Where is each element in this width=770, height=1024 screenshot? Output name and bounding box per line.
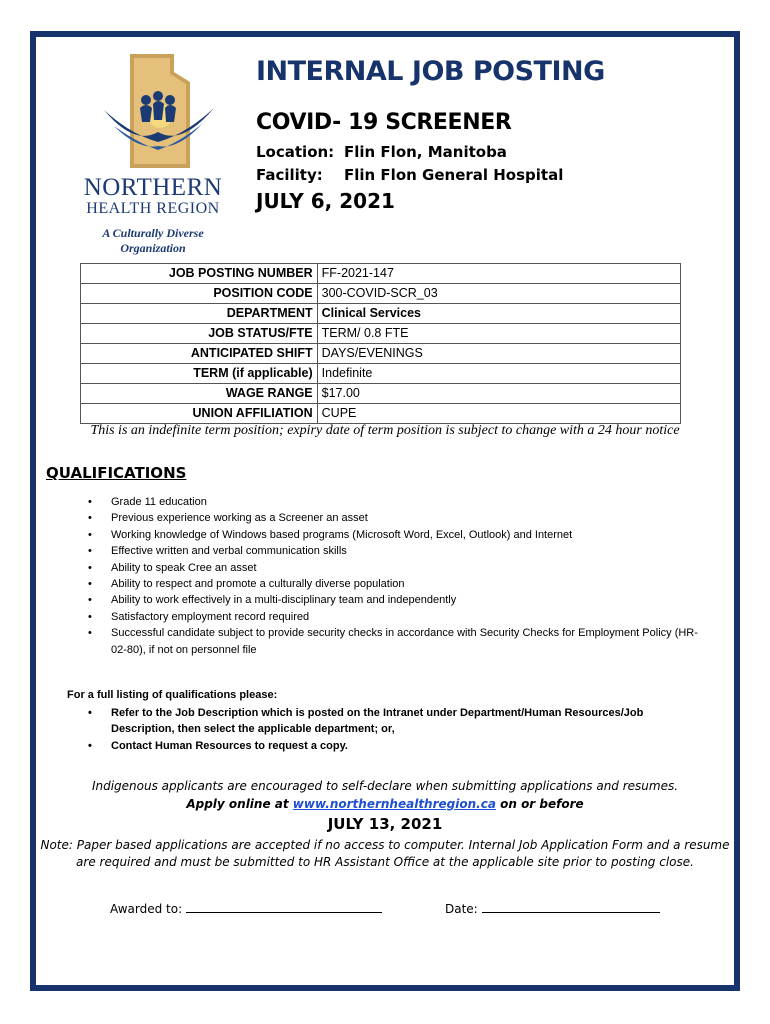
table-key: DEPARTMENT (81, 304, 318, 324)
location-value: Flin Flon, Manitoba (344, 143, 507, 161)
list-item: • Grade 11 education (88, 494, 708, 510)
table-value: TERM/ 0.8 FTE (317, 324, 680, 344)
logo-tagline: A Culturally Diverse Organization (102, 226, 204, 255)
closing-date: JULY 13, 2021 (327, 815, 443, 833)
table-key: WAGE RANGE (81, 384, 318, 404)
list-item: • Ability to speak Cree an asset (88, 560, 708, 576)
date-signature-line (482, 901, 660, 913)
date-field (445, 901, 660, 916)
table-row (81, 304, 681, 324)
table-row (81, 284, 681, 304)
table-value: FF-2021-147 (317, 264, 680, 284)
qualifications-list (88, 494, 708, 658)
manitoba-people-emblem-icon (74, 50, 232, 172)
list-item: • Effective written and verbal communication skills (88, 543, 708, 559)
list-item: • Ability to respect and promote a culturally diverse population (88, 576, 708, 592)
table-value: Indefinite (317, 364, 680, 384)
list-item: • Previous experience working as a Screener an asset (88, 510, 708, 526)
posting-date: JULY 6, 2021 (256, 189, 395, 213)
posting-info-table (80, 263, 681, 424)
logo-health-region-text: HEALTH REGION (86, 200, 220, 217)
full-listing-list (88, 705, 668, 754)
awarded-signature-line (186, 901, 382, 913)
qualifications-heading: QUALIFICATIONS (46, 464, 187, 482)
location-row (256, 143, 507, 161)
awarded-to-field (110, 901, 382, 916)
table-row (81, 344, 681, 364)
list-item: • Refer to the Job Description which is posted on the Intranet under Department/Human Resources/Job Description, then select the applicable department; or, (88, 705, 668, 738)
logo-northern-text: NORTHERN (83, 174, 223, 201)
list-item: • Working knowledge of Windows based programs (Microsoft Word, Excel, Outlook) and Internet (88, 527, 708, 543)
awarded-label: Awarded to: (110, 902, 183, 916)
list-item: • Satisfactory employment record required (88, 609, 708, 625)
facility-label: Facility: (256, 166, 323, 184)
table-value: 300-COVID-SCR_03 (317, 284, 680, 304)
table-value: DAYS/EVENINGS (317, 344, 680, 364)
table-key: JOB STATUS/FTE (81, 324, 318, 344)
apply-suffix: on or before (495, 797, 584, 811)
website-link[interactable]: www.northernhealthregion.ca (292, 797, 496, 811)
table-value: CUPE (317, 404, 680, 424)
location-label: Location: (256, 143, 335, 161)
facility-row (256, 166, 563, 184)
indigenous-note: Indigenous applicants are encouraged to self-declare when submitting applications and resumes. (91, 779, 679, 793)
term-note: This is an indefinite term position; expiry date of term position is subject to change with a 24 hour notice (90, 423, 680, 438)
list-item: • Contact Human Resources to request a copy. (88, 738, 668, 754)
position-title: COVID- 19 SCREENER (256, 110, 512, 135)
table-key: UNION AFFILIATION (81, 404, 318, 424)
table-key: POSITION CODE (81, 284, 318, 304)
table-key: ANTICIPATED SHIFT (81, 344, 318, 364)
northern-health-logo (74, 50, 232, 260)
table-row (81, 324, 681, 344)
table-row (81, 404, 681, 424)
facility-value: Flin Flon General Hospital (344, 166, 564, 184)
table-key: JOB POSTING NUMBER (81, 264, 318, 284)
apply-prefix: Apply online at (186, 797, 293, 811)
list-item: • Successful candidate subject to provide security checks in accordance with Security Checks for Employment Policy (HR-02-80), if not on personnel file (88, 625, 708, 658)
table-row (81, 264, 681, 284)
page-title: INTERNAL JOB POSTING (256, 56, 605, 87)
table-key: TERM (if applicable) (81, 364, 318, 384)
list-item: • Ability to work effectively in a multi-disciplinary team and independently (88, 592, 708, 608)
apply-online-line (34, 797, 736, 811)
table-row (81, 364, 681, 384)
full-listing-intro: For a full listing of qualifications please: (67, 689, 278, 701)
table-value: Clinical Services (317, 304, 680, 324)
paper-application-note: Note: Paper based applications are accepted if no access to computer. Internal Job Application Form and a resume are required and must be submitted to HR Assistant Office at the applicable site prior to posting close. (40, 838, 730, 869)
date-label: Date: (445, 902, 478, 916)
table-row (81, 384, 681, 404)
table-value: $17.00 (317, 384, 680, 404)
